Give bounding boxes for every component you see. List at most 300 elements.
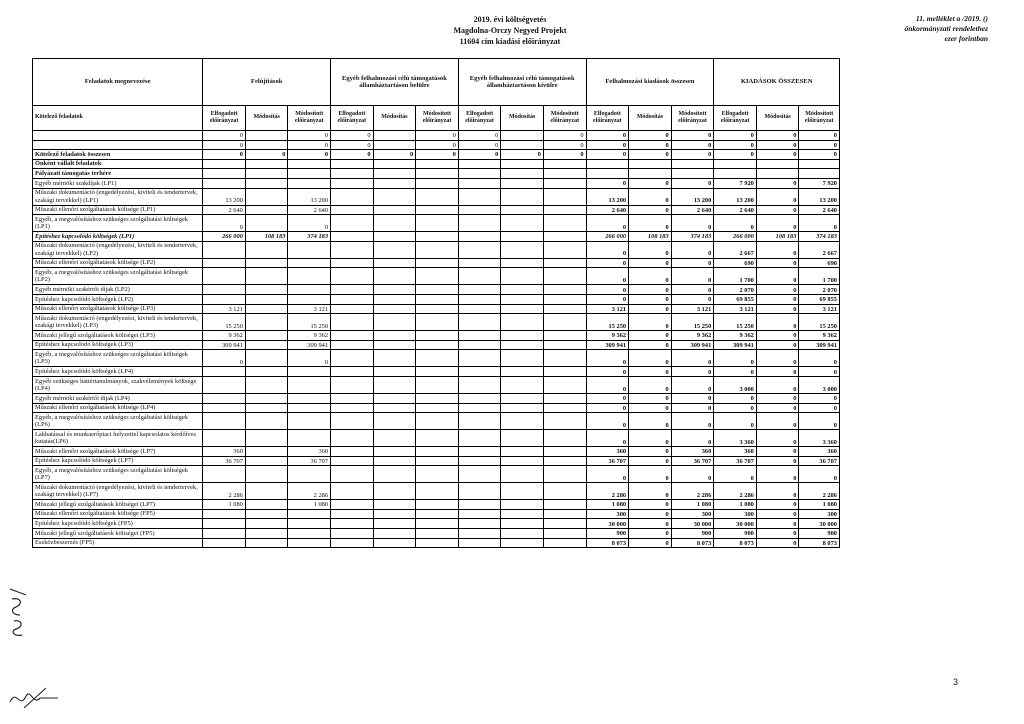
cell-value (288, 285, 331, 295)
cell-value (714, 159, 757, 169)
cell-value (331, 268, 374, 285)
cell-value: 13 200 (671, 188, 714, 205)
cell-value (543, 169, 586, 179)
cell-value (714, 169, 757, 179)
cell-value (245, 367, 288, 377)
cell-value (331, 413, 374, 430)
cell-value: 2 667 (714, 241, 757, 258)
cell-value (373, 294, 416, 304)
cell-value (543, 159, 586, 169)
cell-value: 0 (756, 413, 799, 430)
cell-value (203, 403, 246, 413)
cell-value: 0 (714, 150, 757, 160)
cell-value: 69 855 (714, 294, 757, 304)
cell-value (373, 430, 416, 447)
cell-value: 0 (756, 314, 799, 331)
cell-value: 900 (799, 529, 840, 539)
cell-value: 0 (629, 285, 672, 295)
cell-value (501, 285, 544, 295)
cell-value: 0 (629, 178, 672, 188)
cell-value: 0 (714, 413, 757, 430)
cell-value: 374 183 (799, 232, 840, 242)
cell-value (543, 294, 586, 304)
cell-value: 0 (203, 140, 246, 150)
cell-value: 69 855 (799, 294, 840, 304)
cell-value (373, 241, 416, 258)
cell-value: 0 (586, 178, 629, 188)
row-label: Építéshez kapcsolódó költségek (FP5) (33, 519, 203, 529)
cell-value: 360 (714, 447, 757, 457)
cell-value: 0 (331, 150, 374, 160)
row-label: Egyéb, a megvalósításhoz szükséges szolgáltatási költségek (LP1) (33, 215, 203, 232)
cell-value (331, 232, 374, 242)
cell-value (373, 205, 416, 215)
cell-value (331, 529, 374, 539)
page-number: 3 (952, 677, 958, 687)
cell-value (373, 529, 416, 539)
cell-value (203, 538, 246, 548)
cell-value (543, 314, 586, 331)
cell-value: 0 (288, 140, 331, 150)
cell-value (543, 258, 586, 268)
cell-value (501, 232, 544, 242)
subcol-elfogadott: Elfogadott előirányzat (458, 106, 501, 131)
cell-value (756, 159, 799, 169)
cell-value: 36 707 (799, 456, 840, 466)
cell-value (416, 331, 459, 341)
cell-value: 2 286 (671, 483, 714, 500)
row-label: Egyéb mérnöki szakértői díjak (LP2) (33, 285, 203, 295)
cell-value: 0 (245, 150, 288, 160)
table-row (33, 215, 840, 232)
cell-value (203, 393, 246, 403)
cell-value: 0 (799, 140, 840, 150)
cell-value: 0 (586, 268, 629, 285)
table-row (33, 285, 840, 295)
cell-value: 0 (288, 131, 331, 141)
cell-value: 0 (756, 131, 799, 141)
cell-value: 0 (671, 215, 714, 232)
cell-value: 360 (203, 447, 246, 457)
cell-value: 0 (458, 140, 501, 150)
cell-value: 900 (714, 529, 757, 539)
table-row (33, 367, 840, 377)
cell-value: 266 000 (714, 232, 757, 242)
cell-value: 0 (756, 447, 799, 457)
cell-value: 30 000 (714, 519, 757, 529)
cell-value (245, 340, 288, 350)
cell-value: 0 (671, 376, 714, 393)
cell-value (245, 466, 288, 483)
cell-value: 3 121 (714, 304, 757, 314)
cell-value (543, 509, 586, 519)
cell-value: 3 121 (288, 304, 331, 314)
cell-value (245, 519, 288, 529)
cell-value (501, 314, 544, 331)
row-label: Egyéb, a megvalósításhoz szükséges szolgáltatási költségek (LP3) (33, 350, 203, 367)
cell-value (203, 430, 246, 447)
cell-value: 8 073 (671, 538, 714, 548)
cell-value (458, 456, 501, 466)
cell-value (458, 205, 501, 215)
cell-value: 0 (756, 350, 799, 367)
cell-value: 9 362 (288, 331, 331, 341)
cell-value (458, 403, 501, 413)
cell-value: 0 (543, 150, 586, 160)
cell-value (543, 340, 586, 350)
cell-value: 0 (586, 393, 629, 403)
cell-value (203, 519, 246, 529)
cell-value (501, 500, 544, 510)
cell-value (331, 500, 374, 510)
cell-value (245, 456, 288, 466)
row-label: Kötelező feladatok összesen (33, 150, 203, 160)
cell-value (288, 519, 331, 529)
cell-value (416, 367, 459, 377)
cell-value: 0 (756, 340, 799, 350)
cell-value: 0 (203, 131, 246, 141)
cell-value: 0 (799, 367, 840, 377)
cell-value (501, 159, 544, 169)
cell-value: 0 (671, 140, 714, 150)
cell-value: 0 (714, 466, 757, 483)
cell-value (331, 178, 374, 188)
cell-value (416, 447, 459, 457)
cell-value (501, 268, 544, 285)
cell-value: 0 (629, 367, 672, 377)
row-label: Pályázati támogatás terhére (33, 169, 203, 179)
cell-value: 0 (629, 413, 672, 430)
cell-value (543, 285, 586, 295)
cell-value: 266 000 (203, 232, 246, 242)
cell-value: 0 (756, 304, 799, 314)
cell-value: 2 667 (799, 241, 840, 258)
cell-value: 0 (671, 131, 714, 141)
cell-value (245, 140, 288, 150)
cell-value (501, 340, 544, 350)
cell-value: 30 000 (799, 519, 840, 529)
cell-value: 0 (756, 376, 799, 393)
col-feladatok: Feladatok megnevezése (33, 59, 203, 106)
cell-value (416, 403, 459, 413)
subcol-modositott: Módosított előirányzat (416, 106, 459, 131)
cell-value (288, 376, 331, 393)
cell-value (543, 268, 586, 285)
cell-value (245, 413, 288, 430)
cell-value: 0 (586, 403, 629, 413)
row-label: Műszaki ellenőri szolgáltatások költsége (LP7) (33, 447, 203, 457)
cell-value: 9 362 (203, 331, 246, 341)
cell-value (501, 140, 544, 150)
cell-value (245, 500, 288, 510)
cell-value (288, 393, 331, 403)
table-row (33, 538, 840, 548)
table-row (33, 304, 840, 314)
cell-value (543, 188, 586, 205)
cell-value (203, 509, 246, 519)
cell-value: 0 (416, 131, 459, 141)
cell-value (458, 304, 501, 314)
cell-value (331, 403, 374, 413)
cell-value: 0 (714, 403, 757, 413)
cell-value: 7 920 (799, 178, 840, 188)
cell-value (416, 466, 459, 483)
cell-value (373, 169, 416, 179)
document-header (380, 14, 640, 47)
subcol-modositott: Módosított előirányzat (671, 106, 714, 131)
cell-value (245, 205, 288, 215)
row-label: Építéshez kapcsolódó költségek (LP2) (33, 294, 203, 304)
cell-value (416, 350, 459, 367)
cell-value: 0 (586, 258, 629, 268)
cell-value (543, 205, 586, 215)
cell-value (331, 304, 374, 314)
table-row (33, 456, 840, 466)
cell-value: 0 (629, 483, 672, 500)
cell-value: 0 (756, 456, 799, 466)
cell-value (458, 159, 501, 169)
table-row (33, 331, 840, 341)
col-beluire: Egyéb felhalmozási célú támogatások államháztartáson belülre (331, 59, 459, 106)
cell-value: 0 (671, 393, 714, 403)
cell-value: 1 080 (203, 500, 246, 510)
cell-value (501, 350, 544, 367)
cell-value: 690 (799, 258, 840, 268)
cell-value (501, 376, 544, 393)
cell-value (543, 376, 586, 393)
cell-value (331, 205, 374, 215)
cell-value (543, 500, 586, 510)
cell-value (416, 268, 459, 285)
cell-value: 9 362 (586, 331, 629, 341)
table-row (33, 350, 840, 367)
cell-value: 0 (331, 131, 374, 141)
cell-value (671, 169, 714, 179)
cell-value: 0 (671, 285, 714, 295)
cell-value (586, 169, 629, 179)
cell-value: 0 (629, 447, 672, 457)
cell-value: 2 286 (586, 483, 629, 500)
cell-value: 0 (629, 500, 672, 510)
cell-value (331, 538, 374, 548)
cell-value: 0 (586, 430, 629, 447)
cell-value: 900 (671, 529, 714, 539)
cell-value: 0 (586, 367, 629, 377)
cell-value (373, 500, 416, 510)
table-row (33, 258, 840, 268)
subcol-modositott: Módosított előirányzat (288, 106, 331, 131)
cell-value: 0 (756, 331, 799, 341)
cell-value: 0 (629, 519, 672, 529)
cell-value (416, 376, 459, 393)
cell-value (373, 403, 416, 413)
cell-value: 15 250 (714, 314, 757, 331)
subcol-elfogadott: Elfogadott előirányzat (331, 106, 374, 131)
cell-value: 108 183 (756, 232, 799, 242)
table-row (33, 188, 840, 205)
cell-value (543, 466, 586, 483)
cell-value (245, 188, 288, 205)
cell-value (458, 285, 501, 295)
cell-value (416, 519, 459, 529)
cell-value: 15 250 (203, 314, 246, 331)
cell-value: 0 (458, 131, 501, 141)
cell-value (501, 447, 544, 457)
cell-value (416, 258, 459, 268)
row-label (33, 140, 203, 150)
cell-value: 0 (756, 430, 799, 447)
cell-value (245, 294, 288, 304)
cell-value (331, 188, 374, 205)
row-label (33, 131, 203, 141)
cell-value: 0 (331, 140, 374, 150)
cell-value (373, 331, 416, 341)
cell-value: 690 (714, 258, 757, 268)
cell-value (373, 413, 416, 430)
cell-value: 2 286 (714, 483, 757, 500)
cell-value: 0 (714, 367, 757, 377)
cell-value: 0 (671, 258, 714, 268)
cell-value (629, 159, 672, 169)
table-row (33, 376, 840, 393)
cell-value: 0 (756, 285, 799, 295)
cell-value: 0 (756, 500, 799, 510)
cell-value: 309 941 (714, 340, 757, 350)
cell-value (331, 314, 374, 331)
cell-value: 3 121 (586, 304, 629, 314)
cell-value: 1 080 (799, 500, 840, 510)
subcol-modositott: Módosított előirányzat (543, 106, 586, 131)
cell-value (373, 159, 416, 169)
cell-value: 0 (288, 350, 331, 367)
annex-ref: 11. melléklet a /2019. () (915, 14, 988, 23)
cell-value: 0 (629, 241, 672, 258)
subcol-elfogadott: Elfogadott előirányzat (203, 106, 246, 131)
cell-value (331, 376, 374, 393)
cell-value: 0 (799, 403, 840, 413)
cell-value: 0 (756, 367, 799, 377)
cell-value (245, 215, 288, 232)
cell-value (331, 350, 374, 367)
cell-value (331, 258, 374, 268)
cell-value (458, 331, 501, 341)
cell-value (203, 529, 246, 539)
cell-value (245, 331, 288, 341)
cell-value (416, 500, 459, 510)
cell-value (373, 215, 416, 232)
cell-value (543, 304, 586, 314)
cell-value: 0 (586, 150, 629, 160)
cell-value (501, 294, 544, 304)
cell-value (543, 413, 586, 430)
row-label: Műszaki jellegű szolgáltatások költségei (LP3) (33, 331, 203, 341)
cell-value: 0 (671, 350, 714, 367)
cell-value (671, 159, 714, 169)
cell-value: 300 (586, 509, 629, 519)
cell-value (458, 188, 501, 205)
cell-value: 0 (629, 188, 672, 205)
cell-value: 0 (629, 150, 672, 160)
cell-value (245, 430, 288, 447)
cell-value (203, 169, 246, 179)
cell-value (416, 456, 459, 466)
row-label: Műszaki ellenőri szolgáltatások költsége (LP2) (33, 258, 203, 268)
cell-value (501, 430, 544, 447)
cell-value (416, 314, 459, 331)
row-label: Építéshez kapcsolódó költségek (LP4) (33, 367, 203, 377)
cell-value (288, 258, 331, 268)
cell-value: 374 183 (671, 232, 714, 242)
cell-value: 0 (756, 538, 799, 548)
cell-value: 0 (756, 178, 799, 188)
header-project: Magdolna-Orczy Negyed Projekt (453, 26, 567, 35)
cell-value: 36 707 (714, 456, 757, 466)
cell-value (501, 258, 544, 268)
cell-value: 0 (629, 376, 672, 393)
cell-value: 0 (373, 150, 416, 160)
cell-value: 360 (586, 447, 629, 457)
cell-value (501, 367, 544, 377)
cell-value (458, 430, 501, 447)
row-label: Építéshez kapcsolódó költségek (LP7) (33, 456, 203, 466)
cell-value (288, 430, 331, 447)
cell-value: 900 (586, 529, 629, 539)
cell-value (288, 367, 331, 377)
signature-icon (6, 682, 62, 712)
table-row (33, 393, 840, 403)
cell-value: 0 (629, 205, 672, 215)
cell-value: 0 (629, 331, 672, 341)
cell-value: 0 (203, 215, 246, 232)
cell-value: 36 707 (586, 456, 629, 466)
cell-value (799, 159, 840, 169)
cell-value: 0 (629, 393, 672, 403)
table-row (33, 447, 840, 457)
table-row (33, 150, 840, 160)
cell-value (543, 519, 586, 529)
cell-value: 0 (756, 519, 799, 529)
cell-value: 0 (629, 456, 672, 466)
cell-value: 15 250 (671, 314, 714, 331)
cell-value (373, 188, 416, 205)
cell-value (288, 268, 331, 285)
cell-value (331, 169, 374, 179)
table-row (33, 529, 840, 539)
cell-value (458, 241, 501, 258)
col-kivulre: Egyéb felhalmozási célú támogatások államháztartáson kívülre (458, 59, 586, 106)
cell-value (458, 178, 501, 188)
cell-value (458, 466, 501, 483)
subcol-elfogadott: Elfogadott előirányzat (586, 106, 629, 131)
cell-value (373, 393, 416, 403)
table-row (33, 294, 840, 304)
cell-value: 0 (799, 413, 840, 430)
cell-value (331, 367, 374, 377)
cell-value: 0 (671, 367, 714, 377)
cell-value: 0 (756, 258, 799, 268)
table-row (33, 413, 840, 430)
cell-value (288, 169, 331, 179)
cell-value (543, 331, 586, 341)
cell-value (416, 393, 459, 403)
cell-value (331, 509, 374, 519)
cell-value: 309 941 (799, 340, 840, 350)
cell-value (543, 350, 586, 367)
cell-value: 8 073 (586, 538, 629, 548)
cell-value: 1 080 (671, 500, 714, 510)
cell-value (373, 232, 416, 242)
cell-value: 1 700 (714, 268, 757, 285)
